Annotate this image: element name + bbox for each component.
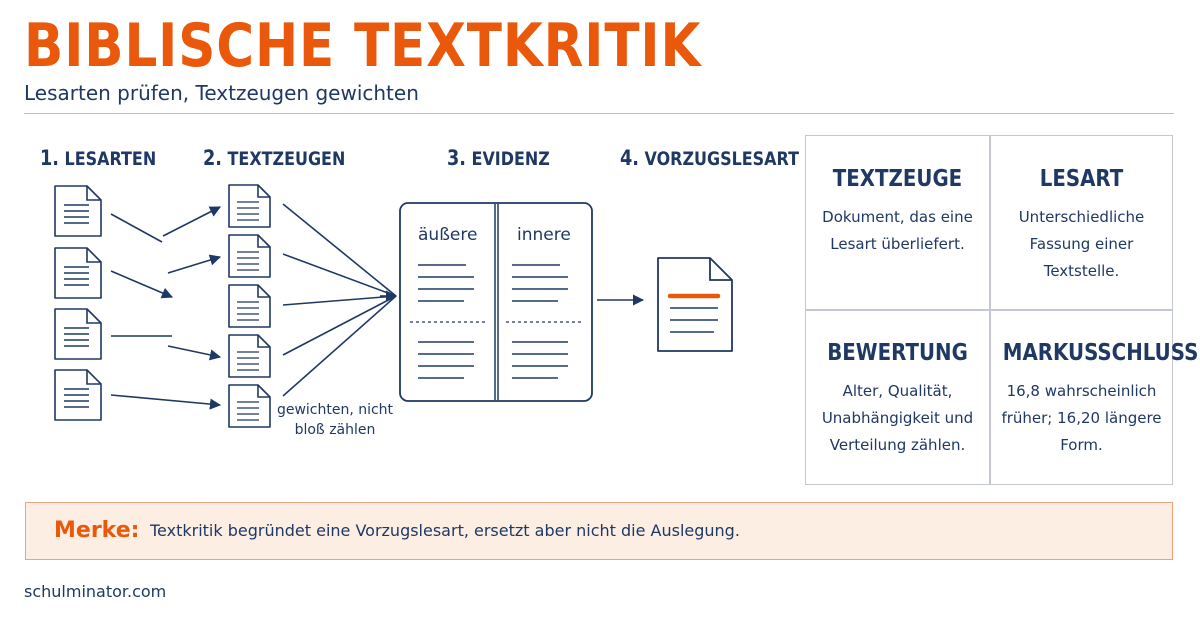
glossary-card-bewertung — [806, 310, 989, 484]
document-icon — [229, 385, 270, 427]
stage-heading-vorzugslesart: 4. VORZUGSLESART — [620, 146, 799, 170]
flow-arrows-lesarten — [111, 207, 220, 405]
stage-heading-evidenz: 3. EVIDENZ — [447, 146, 550, 170]
document-icon — [55, 248, 101, 298]
glossary-definition: Alter, Qualität, Unabhängigkeit und Verteilung zählen. — [821, 382, 974, 454]
glossary-term: BEWERTUNG — [827, 340, 968, 366]
merke-text: Textkritik begründet eine Vorzugslesart, ersetzt aber nicht die Auslegung. — [150, 521, 740, 540]
stage-heading-textzeugen: 2. TEXTZEUGEN — [203, 146, 346, 170]
page-subtitle: Lesarten prüfen, Textzeugen gewichten — [24, 81, 419, 105]
merke-callout — [25, 502, 1173, 560]
glossary-definition: Dokument, das eine Lesart überliefert. — [822, 208, 973, 253]
document-icon — [229, 335, 270, 377]
glossary-term: LESART — [1039, 166, 1124, 192]
document-icon — [229, 185, 270, 227]
document-icon — [229, 235, 270, 277]
document-icon — [55, 309, 101, 359]
footer-site-name: schulminator.com — [24, 582, 167, 601]
glossary-definition: 16,8 wahrscheinlich früher; 16,20 längere Form. — [1001, 382, 1162, 454]
document-icon — [55, 370, 101, 420]
glossary-card-textzeuge — [806, 136, 989, 310]
merke-label: Merke: — [54, 518, 140, 543]
glossary-definition: Unterschiedliche Fassung einer Textstelle. — [1018, 208, 1145, 280]
glossary-card-markusschluss — [990, 310, 1199, 484]
evidence-label-internal: innere — [517, 225, 571, 245]
document-icon — [55, 186, 101, 236]
stage-heading-lesarten: 1. LESARTEN — [40, 146, 157, 170]
weighing-note: gewichten, nicht bloß zählen — [276, 402, 394, 438]
flow-arrows-textzeugen — [283, 204, 396, 396]
page-title: BIBLISCHE TEXTKRITIK — [24, 11, 702, 81]
glossary-grid — [805, 135, 1199, 485]
evidence-label-external: äußere — [418, 225, 478, 245]
highlighted-document-icon — [658, 258, 732, 351]
glossary-term: MARKUSSCHLUSS — [1002, 340, 1199, 366]
glossary-term: TEXTZEUGE — [832, 166, 963, 192]
glossary-card-lesart — [990, 136, 1173, 310]
document-icon — [229, 285, 270, 327]
